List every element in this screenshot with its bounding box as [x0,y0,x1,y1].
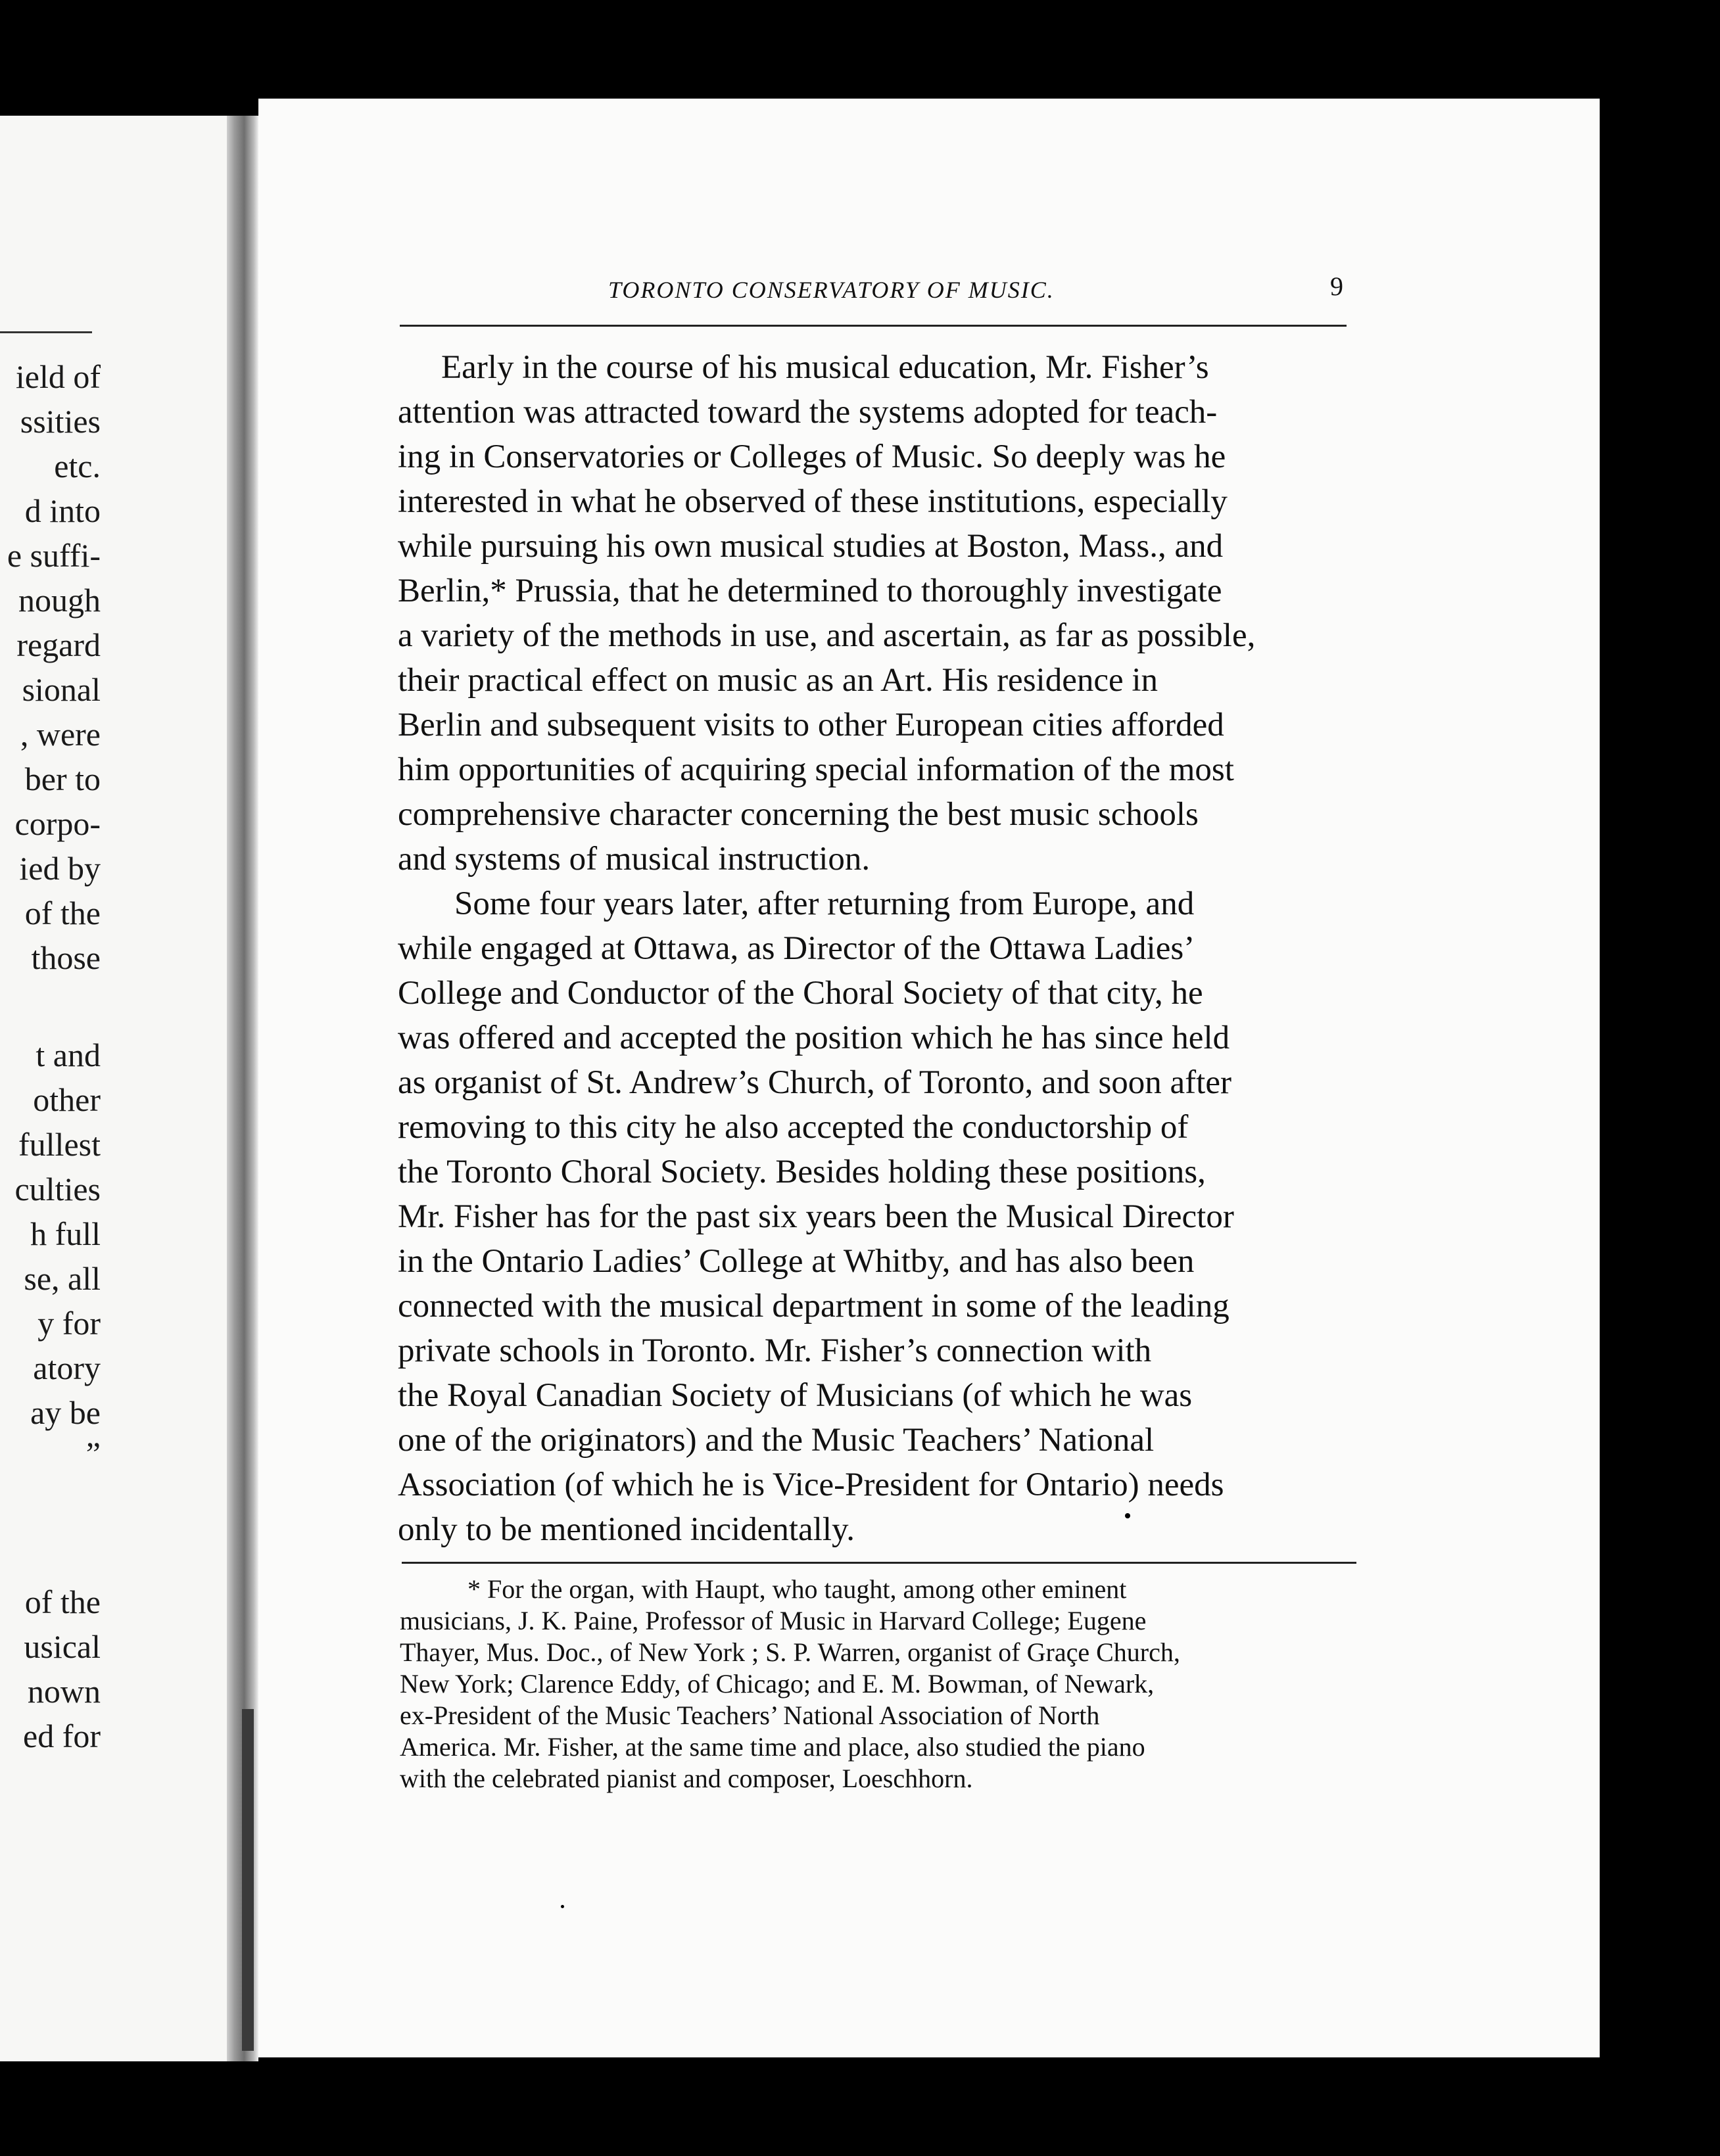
right-page [258,99,1600,2057]
left-fragment: nough [18,582,101,619]
left-fragment: other [33,1081,101,1118]
footnote-line: New York; Clarence Eddy, of Chicago; and E. M. Bowman, of Newark, [400,1669,1155,1699]
header-rule [400,325,1347,327]
left-fragment: d into [24,492,101,529]
footnote-line: ex-President of the Music Teachers’ National Association of North [400,1700,1100,1730]
body-line: College and Conductor of the Choral Society of that city, he [398,975,1203,1012]
body-line: connected with the musical department in some of the leading [398,1288,1230,1324]
body-line: a variety of the methods in use, and ascertain, as far as possible, [398,617,1256,654]
left-fragment: se, all [24,1260,101,1297]
body-line: while pursuing his own musical studies at Boston, Mass., and [398,528,1224,565]
left-fragment: sional [22,671,101,708]
body-line: ing in Conservatories or Colleges of Music. So deeply was he [398,438,1226,475]
body-line: Early in the course of his musical education, Mr. Fisher’s [441,349,1209,386]
body-line: Some four years later, after returning from Europe, and [454,885,1195,922]
body-line: attention was attracted toward the systems adopted for teach- [398,394,1218,431]
left-fragment: atory [33,1349,101,1386]
left-fragment: nown [27,1673,101,1710]
left-fragment: regard [16,626,101,663]
running-head: TORONTO CONSERVATORY OF MUSIC. [608,277,1055,303]
body-line: Berlin and subsequent visits to other European cities afforded [398,707,1224,743]
body-line: him opportunities of acquiring special information of the most [398,751,1234,788]
scan-speck [1125,1513,1130,1518]
left-fragment: corpo- [14,805,101,842]
body-line: Association (of which he is Vice-President for Ontario) needs [398,1466,1224,1503]
left-fragment: ay be [30,1394,101,1431]
body-line: interested in what he observed of these institutions, especially [398,483,1228,520]
left-fragment: ied by [19,850,101,887]
left-fragment: e suffi- [7,537,101,574]
left-facing-page [0,116,227,2061]
footnote-line: Thayer, Mus. Doc., of New York ; S. P. Warren, organist of Graçe Church, [400,1637,1180,1667]
footnote-line: * For the organ, with Haupt, who taught, among other eminent [467,1574,1127,1604]
left-fragment: h full [30,1215,101,1252]
left-fragment: t and [36,1037,101,1073]
left-fragment: those [31,939,101,976]
left-fragment: of the [24,895,101,931]
page-number: 9 [1330,271,1343,301]
body-line: one of the originators) and the Music Teachers’ National [398,1422,1155,1459]
body-line: Berlin,* Prussia, that he determined to thoroughly investigate [398,573,1222,609]
footnote-line: with the celebrated pianist and composer, Loeschhorn. [400,1764,973,1793]
footnote-line: America. Mr. Fisher, at the same time and place, also studied the piano [400,1732,1145,1762]
left-fragment: etc. [54,448,101,484]
body-line: the Royal Canadian Society of Musicians (of which he was [398,1377,1193,1414]
gutter-shadow [242,1709,254,2051]
body-line: the Toronto Choral Society. Besides holding these positions, [398,1154,1206,1190]
left-fragment: ield of [15,358,101,395]
left-fragment: fullest [18,1126,101,1163]
left-fragment: usical [24,1628,101,1665]
left-fragment: y for [37,1305,101,1342]
footnote-rule [402,1562,1356,1564]
body-line: their practical effect on music as an Art. His residence in [398,662,1159,699]
body-line: was offered and accepted the position which he has since held [398,1019,1230,1056]
left-fragment: ssities [20,403,101,440]
footnote-line: musicians, J. K. Paine, Professor of Music in Harvard College; Eugene [400,1606,1147,1635]
left-fragment: culties [14,1171,101,1207]
body-line: private schools in Toronto. Mr. Fisher’s connection with [398,1332,1152,1369]
left-fragment: , were [20,716,101,753]
left-fragment: ” [85,1435,101,1472]
body-line: and systems of musical instruction. [398,841,871,878]
body-line: removing to this city he also accepted the conductorship of [398,1109,1189,1146]
body-line: as organist of St. Andrew’s Church, of Toronto, and soon after [398,1064,1231,1101]
body-line: while engaged at Ottawa, as Director of the Ottawa Ladies’ [398,930,1195,967]
left-page-rule [0,331,92,333]
scan-speck [1703,447,1709,453]
body-line: Mr. Fisher has for the past six years been the Musical Director [398,1198,1234,1235]
body-line: comprehensive character concerning the best music schools [398,796,1199,833]
left-fragment: ed for [23,1718,101,1754]
body-line: only to be mentioned incidentally. [398,1511,855,1548]
left-fragment: of the [24,1583,101,1620]
scan-speck [561,1905,564,1908]
left-fragment: ber to [24,761,101,797]
body-line: in the Ontario Ladies’ College at Whitby, and has also been [398,1243,1195,1280]
